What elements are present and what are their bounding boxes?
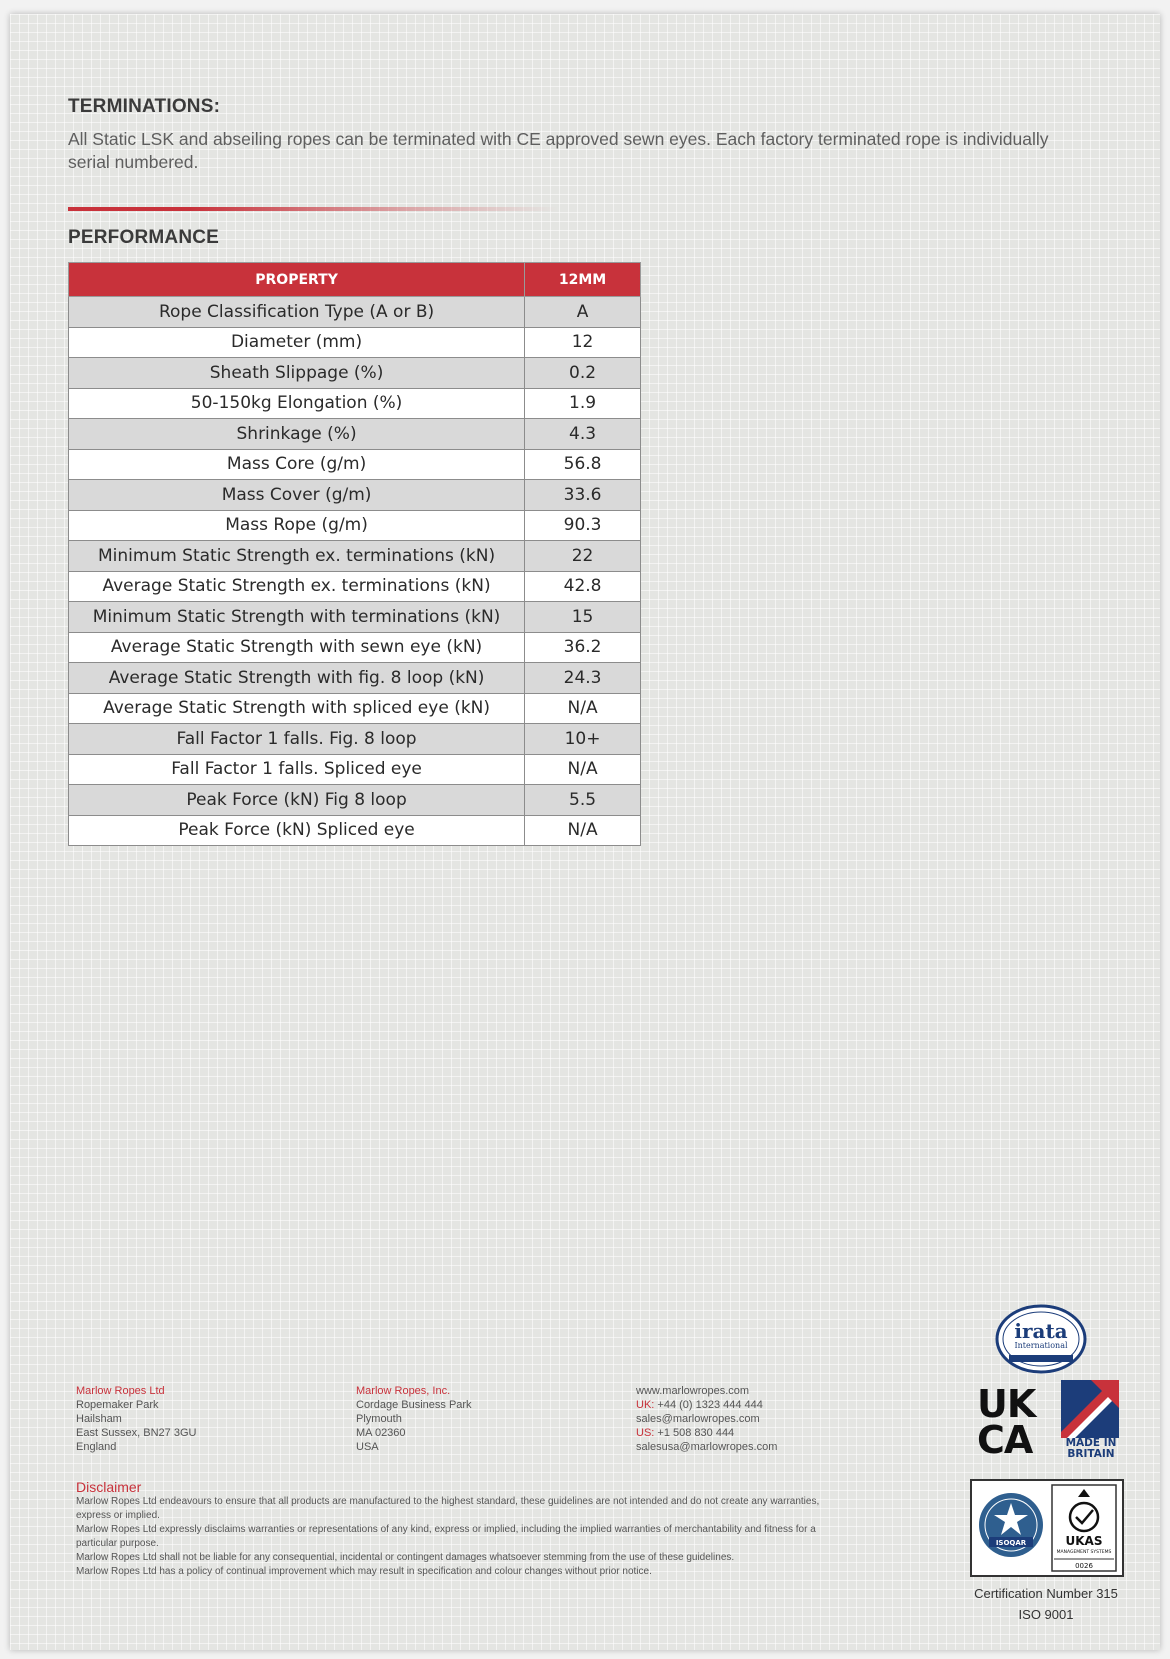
- irata-logo: [995, 1303, 1087, 1375]
- uk-company-name: Marlow Ropes Ltd: [76, 1385, 165, 1397]
- address-line: East Sussex, BN27 3GU: [76, 1427, 197, 1439]
- uk-phone-label: UK:: [636, 1399, 655, 1411]
- property-cell: Rope Classification Type (A or B): [69, 297, 525, 328]
- property-cell: Average Static Strength ex. terminations (kN): [69, 571, 525, 602]
- value-cell: 56.8: [525, 449, 641, 480]
- property-cell: Average Static Strength with sewn eye (kN): [69, 632, 525, 663]
- table-row: [69, 663, 641, 694]
- address-line: Hailsham: [76, 1413, 122, 1425]
- table-row: [69, 571, 641, 602]
- disclaimer-line: Marlow Ropes Ltd endeavours to ensure that all products are manufactured to the highest standard, these guidelines are not intended and do not create any warranties, express or implied.: [76, 1496, 820, 1521]
- table-row: [69, 693, 641, 724]
- union-flag-icon: [1061, 1380, 1119, 1438]
- value-cell: 4.3: [525, 419, 641, 450]
- value-cell: 15: [525, 602, 641, 633]
- value-cell: N/A: [525, 815, 641, 846]
- value-cell: 24.3: [525, 663, 641, 694]
- us-phone-label: US:: [636, 1427, 655, 1439]
- address-line: USA: [356, 1441, 379, 1453]
- value-cell: 0.2: [525, 358, 641, 389]
- property-cell: Diameter (mm): [69, 327, 525, 358]
- property-cell: Sheath Slippage (%): [69, 358, 525, 389]
- address-line: MA 02360: [356, 1427, 406, 1439]
- column-header-12mm: 12MM: [525, 263, 641, 297]
- irata-sub: International: [1014, 1341, 1068, 1350]
- property-cell: Mass Rope (g/m): [69, 510, 525, 541]
- uk-email-link[interactable]: sales@marlowropes.com: [636, 1413, 760, 1425]
- us-email-link[interactable]: salesusa@marlowropes.com: [636, 1441, 778, 1453]
- value-cell: 33.6: [525, 480, 641, 511]
- table-row: [69, 754, 641, 785]
- value-cell: N/A: [525, 693, 641, 724]
- property-cell: Peak Force (kN) Fig 8 loop: [69, 785, 525, 816]
- performance-table: [68, 262, 641, 846]
- table-row: [69, 480, 641, 511]
- ukas-sub-text: MANAGEMENT SYSTEMS: [1056, 1550, 1112, 1555]
- value-cell: 5.5: [525, 785, 641, 816]
- website-link[interactable]: www.marlowropes.com: [636, 1385, 750, 1397]
- disclaimer-line: Marlow Ropes Ltd expressly disclaims warranties or representations of any kind, express or implied, including the implied warranties of merchantability and fitness for a particular purpose.: [76, 1524, 816, 1549]
- table-row: [69, 510, 641, 541]
- table-row: [69, 297, 641, 328]
- property-cell: Average Static Strength with spliced eye (kN): [69, 693, 525, 724]
- table-row: [69, 358, 641, 389]
- ukca-uk: UK: [977, 1382, 1036, 1426]
- table-row: [69, 449, 641, 480]
- property-cell: Mass Cover (g/m): [69, 480, 525, 511]
- property-cell: Minimum Static Strength ex. terminations (kN): [69, 541, 525, 572]
- certification-badges: [970, 1479, 1124, 1577]
- datasheet-page: [10, 14, 1160, 1650]
- ukas-number: 0026: [1075, 1562, 1093, 1570]
- ukca-ca: CA: [977, 1418, 1033, 1462]
- section-divider: [68, 207, 558, 211]
- table-row: [69, 602, 641, 633]
- ukas-text: UKAS: [1065, 1534, 1103, 1548]
- us-address: [356, 1384, 472, 1454]
- ukca-logo: [977, 1382, 1127, 1468]
- property-cell: Minimum Static Strength with terminations (kN): [69, 602, 525, 633]
- address-line: England: [76, 1441, 117, 1453]
- table-row: [69, 419, 641, 450]
- address-line: Plymouth: [356, 1413, 402, 1425]
- value-cell: N/A: [525, 754, 641, 785]
- property-cell: Mass Core (g/m): [69, 449, 525, 480]
- uk-address: [76, 1384, 196, 1454]
- value-cell: 36.2: [525, 632, 641, 663]
- isoqar-text: ISOQAR: [995, 1539, 1027, 1547]
- table-row: [69, 785, 641, 816]
- table-row: [69, 632, 641, 663]
- address-line: Cordage Business Park: [356, 1399, 472, 1411]
- table-row: [69, 388, 641, 419]
- table-header-row: [69, 263, 641, 297]
- value-cell: 42.8: [525, 571, 641, 602]
- performance-heading: PERFORMANCE: [68, 227, 220, 248]
- property-cell: Fall Factor 1 falls. Fig. 8 loop: [69, 724, 525, 755]
- us-company-name: Marlow Ropes, Inc.: [356, 1385, 451, 1397]
- value-cell: 12: [525, 327, 641, 358]
- irata-wordmark: irata: [1014, 1319, 1068, 1343]
- address-line: Ropemaker Park: [76, 1399, 159, 1411]
- table-row: [69, 541, 641, 572]
- property-cell: 50-150kg Elongation (%): [69, 388, 525, 419]
- value-cell: A: [525, 297, 641, 328]
- table-row: [69, 724, 641, 755]
- certification-info: [960, 1583, 1132, 1625]
- disclaimer-line: Marlow Ropes Ltd has a policy of continual improvement which may result in specification and colour changes without prior notice.: [76, 1566, 652, 1577]
- property-cell: Average Static Strength with fig. 8 loop (kN): [69, 663, 525, 694]
- value-cell: 1.9: [525, 388, 641, 419]
- property-cell: Fall Factor 1 falls. Spliced eye: [69, 754, 525, 785]
- us-phone: +1 508 830 444: [657, 1427, 735, 1439]
- property-cell: Shrinkage (%): [69, 419, 525, 450]
- value-cell: 90.3: [525, 510, 641, 541]
- terminations-text: All Static LSK and abseiling ropes can be terminated with CE approved sewn eyes. Each factory terminated rope is individually serial numbered.: [68, 129, 1049, 172]
- disclaimer-line: Marlow Ropes Ltd shall not be liable for any consequential, incidental or contingent damages whatsoever stemming from the use of these guidelines.: [76, 1552, 735, 1563]
- made-in-text: MADE IN: [1065, 1437, 1117, 1449]
- column-header-property: PROPERTY: [69, 263, 525, 297]
- terminations-heading: TERMINATIONS:: [68, 96, 221, 117]
- disclaimer-heading: Disclaimer: [76, 1479, 142, 1495]
- contact-info: [636, 1384, 777, 1454]
- uk-phone: +44 (0) 1323 444 444: [657, 1399, 763, 1411]
- certification-standard: ISO 9001: [1018, 1607, 1074, 1622]
- certification-number: Certification Number 315: [974, 1586, 1118, 1601]
- britain-text: BRITAIN: [1067, 1448, 1115, 1460]
- property-cell: Peak Force (kN) Spliced eye: [69, 815, 525, 846]
- disclaimer: [76, 1479, 856, 1579]
- table-row: [69, 327, 641, 358]
- value-cell: 10+: [525, 724, 641, 755]
- value-cell: 22: [525, 541, 641, 572]
- table-row: [69, 815, 641, 846]
